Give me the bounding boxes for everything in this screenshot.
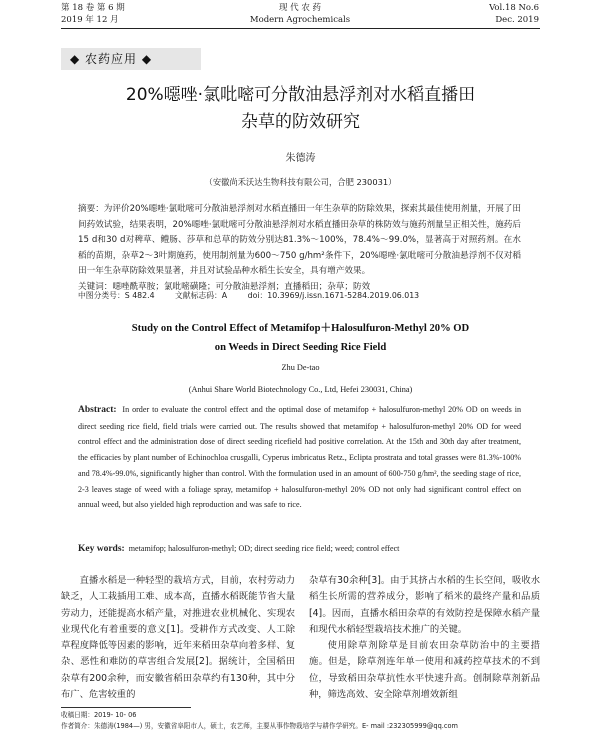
header-rule <box>61 28 540 29</box>
keywords-en <box>78 543 538 555</box>
doi: doi：10.3969/j.issn.1671-5284.2019.06.013 <box>247 291 420 300</box>
footnote-rule <box>61 707 191 708</box>
journal-name-en: Modern Agrochemicals <box>249 15 351 25</box>
received-date: 收稿日期：2019- 10- 06 <box>61 711 137 719</box>
classification-line <box>78 290 538 302</box>
body-left-column <box>61 573 295 703</box>
clc-number: 中图分类号：S 482.4 <box>78 291 155 300</box>
journal-volume-issue: 第 18 卷 第 6 期 <box>61 3 125 13</box>
document-code: 文献标志码：A <box>175 291 228 300</box>
author-cn: 朱德涛 <box>285 153 316 164</box>
affiliation-en: (Anhui Share World Biotechnology Co., Ltd, Hefei 230031, China) <box>188 385 413 394</box>
affiliation-cn: （安徽尚禾沃达生物科技有限公司，合肥 230031） <box>204 177 397 187</box>
article-title-cn-line2: 杂草的防效研究 <box>241 112 360 132</box>
keywords-cn: 关键词：噁唑酰草胺；氯吡嘧磺隆；可分散油悬浮剂；直播稻田；杂草；防效 <box>78 281 371 292</box>
body-paragraph: 直播水稻是一种轻型的栽培方式，目前，农村劳动力缺乏，人工栽插用工难、成本高，直播水稻既能节省大量劳动力，还能提高水稻产量，对推进农业机械化、实现农业现代化有着重要的意义[1]。受耕作方式改变、人工除草程度降低等因素的影响，近年来稻田杂草向着多样、复杂、恶性和难防的草害组合发展[2]。据统计，全国稻田杂草有200余种，而安徽省稻田杂草约有130种，其中分布广、危害较重的 <box>61 575 295 701</box>
abstract-en-text: In order to evaluate the control effect and the optimal dose of metamifop + halosulfuron-methyl 20% OD on weeds in direct seeding rice field, field trials were carried out. The results showed that metamifop + halosulfuron-methyl 20% OD for weed control effect and the administration dose of direct seeding ricefield had positive correlation. At the 15th and 30th day after treatment, the efficacies by plant number of Echinochloa crusgalli, Cyperus imbricatus Retz., Eclipta prostrata and total grasses were 81.3%-100% and 78.4%-99.0%, significantly higher than control. With the formulation used in an amount of 600-750 g/hm², the seeding stage of rice, 2-3 leaves stage of weed with a foliage spray, metamifop + halosulfuron-methyl 20% OD not only had significant control effect on annual weed, but also yielded high reproduction and was safe to rice. <box>78 405 522 510</box>
keywords-en-label: Key words: <box>78 544 125 554</box>
abstract-en-label: Abstract: <box>78 405 117 415</box>
abstract-en <box>78 402 521 513</box>
journal-name-cn: 现 代 农 药 <box>278 3 322 13</box>
section-tag: ◆ 农药应用 ◆ <box>70 52 153 66</box>
author-en: Zhu De-tao <box>281 363 320 372</box>
body-right-column <box>309 573 540 703</box>
abstract-cn-text: 摘要：为评价20%噁唑·氯吡嘧可分散油悬浮剂对水稻直播田一年生杂草的防除效果，探索其最佳使用剂量，开展了田间药效试验，结果表明，20%噁唑·氯吡嘧可分散油悬浮剂对水稻直播田杂草的株防效与施药剂量呈正相关性，施药后15 d和30 d对稗草、鳢肠、莎草和总草的防效分别达81.3%～100%，78.4%～99.0%，显著高于对照药剂。在水稻的苗期，杂草2～3叶期施药，使用制剂量为600～750 g/hm²条件下，20%噁唑·氯吡嘧可分散油悬浮剂不仅对稻田一年生杂草防除效果显著，并且对试验品种水稻生长安全，具有增产效果。 <box>78 204 521 276</box>
keywords-en-text: metamifop; halosulfuron-methyl; OD; direct seeding rice field; weed; control effect <box>128 544 400 553</box>
body-paragraph: 使用除草剂除草是目前农田杂草防治中的主要措施。但是，除草剂连年单一使用和减药控草技术的不到位，导致稻田杂草抗性水平快速升高。创制除草剂新品种，筛选高效、安全除草剂增效新组 <box>309 640 540 701</box>
article-title-en-line2: on Weeds in Direct Seeding Rice Field <box>214 342 387 353</box>
article-title-cn-line1: 20%噁唑·氯吡嘧可分散油悬浮剂对水稻直播田 <box>125 85 476 105</box>
author-bio: 作者简介：朱德涛(1984—) 男，安徽省阜阳市人，硕士，农艺师，主要从事作物栽培学与耕作学研究。E- mail :232305999@qq.com <box>61 722 458 730</box>
journal-date-en: Dec. 2019 <box>495 15 539 25</box>
article-title-en-line1: Study on the Control Effect of Metamifop＋Halosulfuron-Methyl 20% OD <box>131 323 470 334</box>
journal-volume-en: Vol.18 No.6 <box>489 3 539 13</box>
abstract-cn <box>78 202 521 295</box>
journal-date-cn: 2019 年 12 月 <box>61 15 119 25</box>
body-paragraph: 杂草有30余种[3]。由于其挤占水稻的生长空间，吸收水稻生长所需的营养成分，影响了稻米的最终产量和品质[4]。因而，直播水稻田杂草的有效防控是保障水稻产量和现代水稻轻型栽培技术推广的关键。 <box>309 575 540 635</box>
